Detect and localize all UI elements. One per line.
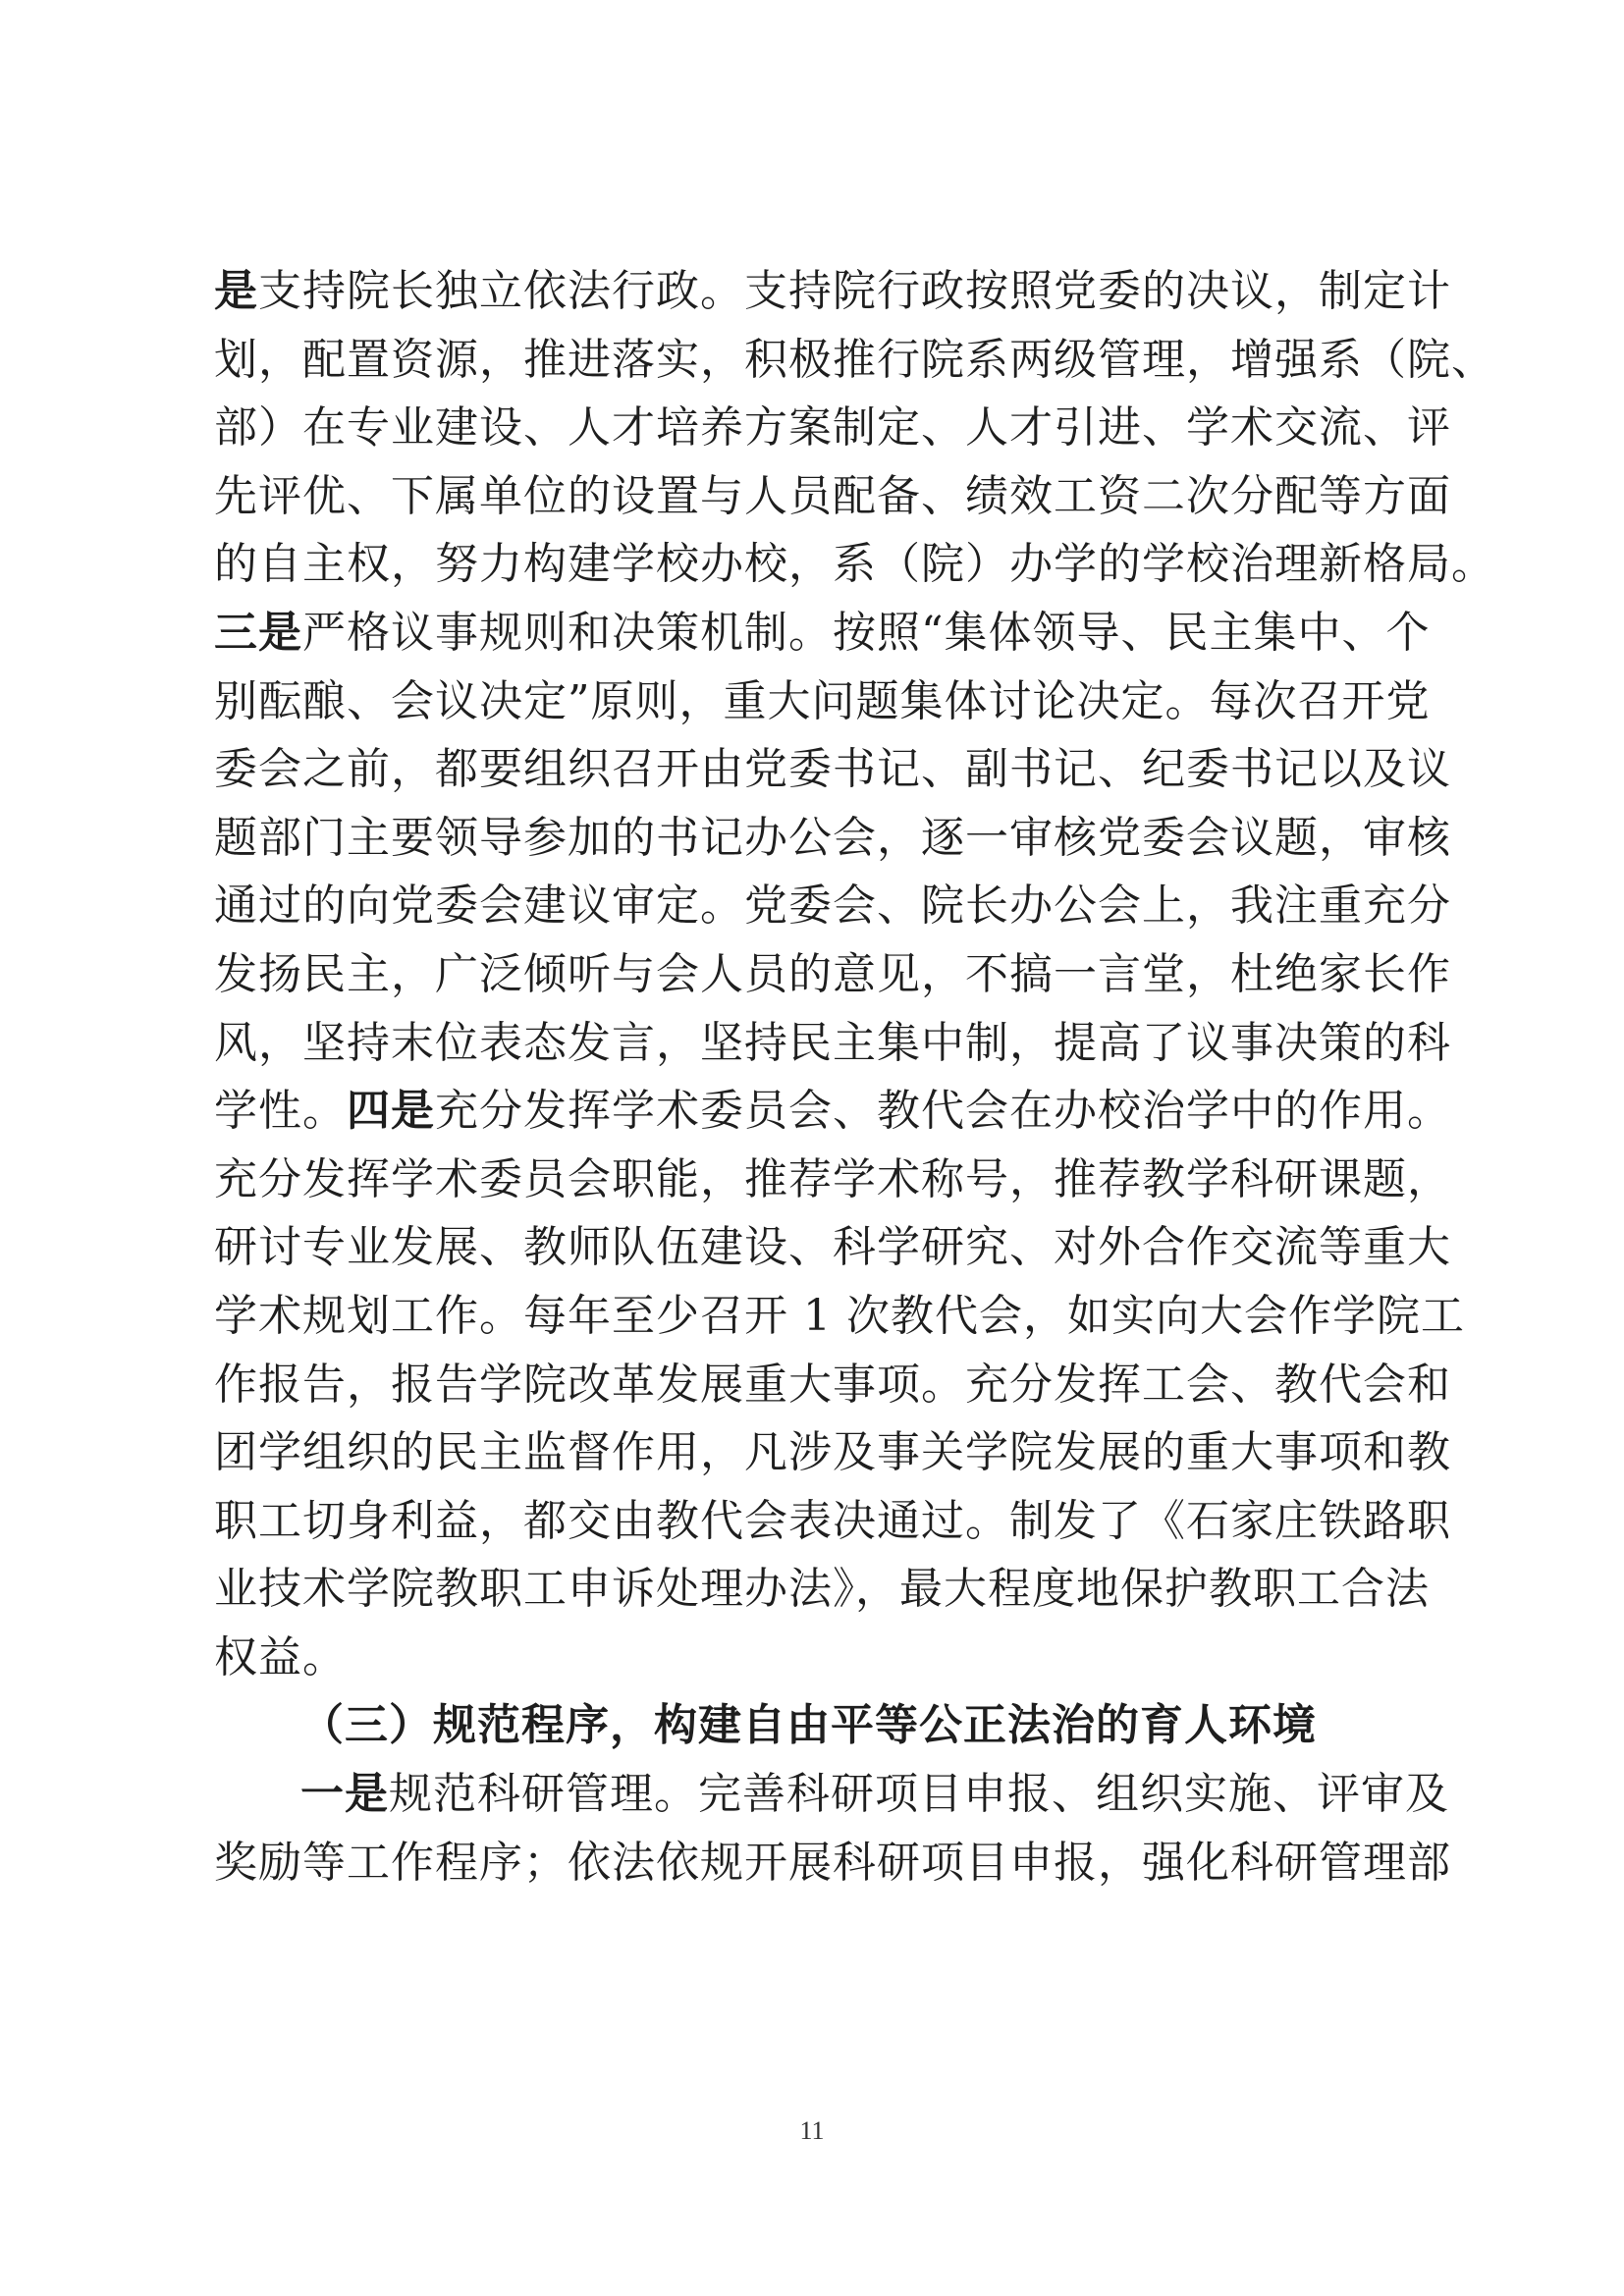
emphasis-lead: 四是 (347, 1086, 435, 1137)
emphasis-lead: 是 (214, 266, 258, 316)
text-line: 别酝酿、会议决定”原则，重大问题集体讨论决定。每次召开党 (214, 675, 1431, 726)
text-line: 的自主权，努力构建学校办校，系（院）办学的学校治理新格局。 (214, 539, 1495, 590)
text-line: 风，坚持末位表态发言，坚持民主集中制，提高了议事决策的科 (214, 1017, 1451, 1068)
text-line: 充分发挥学术委员会职能，推荐学术称号，推荐教学科研课题， (214, 1153, 1451, 1204)
text-line: 学术规划工作。每年至少召开 1 次教代会，如实向大会作学院工 (214, 1290, 1465, 1341)
text-line: 发扬民主，广泛倾听与会人员的意见，不搞一言堂，杜绝家长作 (214, 948, 1451, 999)
section-heading: （三）规范程序，构建自由平等公正法治的育人环境 (300, 1700, 1317, 1751)
text-line: 三是严格议事规则和决策机制。按照“集体领导、民主集中、个 (214, 607, 1431, 658)
text-line: 奖励等工作程序；依法依规开展科研项目申报，强化科研管理部 (214, 1837, 1451, 1888)
text-line: 学性。四是充分发挥学术委员会、教代会在办校治学中的作用。 (214, 1086, 1451, 1137)
text-line: 部）在专业建设、人才培养方案制定、人才引进、学术交流、评 (214, 402, 1451, 454)
text-line: 题部门主要领导参加的书记办公会，逐一审核党委会议题，审核 (214, 812, 1451, 863)
text-line: 通过的向党委会建议审定。党委会、院长办公会上，我注重充分 (214, 881, 1451, 932)
text-line: 业技术学院教职工申诉处理办法》，最大程度地保护教职工合法 (214, 1564, 1430, 1615)
page-number: 11 (799, 2116, 825, 2145)
text-line: 一是规范科研管理。完善科研项目申报、组织实施、评审及 (300, 1769, 1449, 1820)
emphasis-lead: 一是 (300, 1769, 389, 1820)
text-line: 划，配置资源，推进落实，积极推行院系两级管理，增强系（院、 (214, 334, 1495, 385)
text-line: 职工切身利益，都交由教代会表决通过。制发了《石家庄铁路职 (214, 1495, 1451, 1546)
text-line: 是支持院长独立依法行政。支持院行政按照党委的决议，制定计 (214, 266, 1451, 316)
text-line: 研讨专业发展、教师队伍建设、科学研究、对外合作交流等重大 (214, 1222, 1451, 1273)
text-line: 委会之前，都要组织召开由党委书记、副书记、纪委书记以及议 (214, 744, 1451, 795)
emphasis-lead: 三是 (214, 607, 302, 658)
text-line: 作报告，报告学院改革发展重大事项。充分发挥工会、教代会和 (214, 1359, 1451, 1410)
body-text (214, 257, 1495, 1896)
text-line: 团学组织的民主监督作用，凡涉及事关学院发展的重大事项和教 (214, 1427, 1451, 1478)
text-line: 权益。 (214, 1631, 347, 1682)
text-line: 先评优、下属单位的设置与人员配备、绩效工资二次分配等方面 (214, 470, 1451, 521)
